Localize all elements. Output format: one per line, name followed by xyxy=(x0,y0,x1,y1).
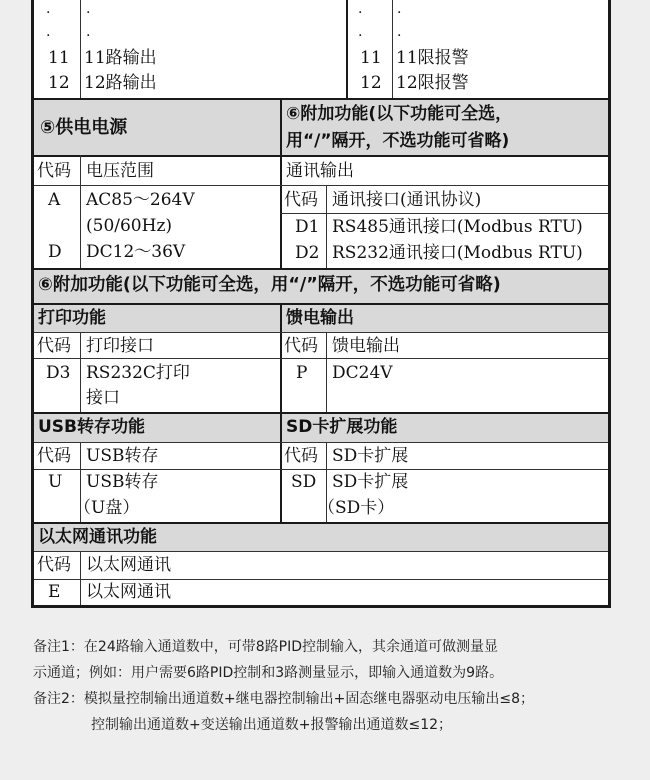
mid-divider xyxy=(280,98,282,268)
rule xyxy=(34,155,608,157)
rule xyxy=(34,332,608,333)
feed-col-code: 代码 xyxy=(284,336,318,356)
note2-line2: 控制输出通道数+变送输出通道数+报警输出通道数≤12； xyxy=(91,717,453,733)
comm-code-d2: D2 xyxy=(295,243,320,263)
ethernet-col-desc: 以太网通讯 xyxy=(86,555,171,575)
usb-col-desc: USB转存 xyxy=(86,446,159,466)
rule xyxy=(280,213,608,214)
rule xyxy=(34,522,608,524)
usb-code: U xyxy=(48,472,63,492)
feed-col-line xyxy=(326,332,327,412)
comm-code-d1: D1 xyxy=(295,217,320,237)
rule xyxy=(280,185,608,186)
comm-desc-d1: RS485通讯接口(Modbus RTU) xyxy=(332,217,583,237)
rule xyxy=(34,469,608,470)
ethernet-code: E xyxy=(48,582,61,602)
top-right-code-1: . xyxy=(358,1,363,17)
rule xyxy=(34,412,608,414)
top-right-desc-2: . xyxy=(397,24,402,40)
note1-line1: 备注1：在24路输入通道数中，可带8路PID控制输入，其余通道可做测量显 xyxy=(33,639,498,655)
power-range-a-line2: (50/60Hz) xyxy=(86,216,173,236)
feed-desc: DC24V xyxy=(332,363,393,383)
power-col-code: 代码 xyxy=(37,161,71,181)
top-left-code-1: . xyxy=(46,1,51,17)
addon-top-title-line2: 用“/”隔开，不选功能可省略) xyxy=(286,131,510,151)
comm-col-line xyxy=(326,185,327,268)
rule xyxy=(34,579,608,580)
sd-desc-line1: SD卡扩展 xyxy=(332,472,409,492)
power-code-a: A xyxy=(48,190,61,210)
rule xyxy=(34,185,280,186)
top-left-code-2: . xyxy=(46,24,51,40)
print-col-code: 代码 xyxy=(37,336,71,356)
top-divider xyxy=(346,0,348,98)
power-col-range: 电压范围 xyxy=(86,161,154,181)
ethernet-desc: 以太网通讯 xyxy=(86,582,171,602)
print-col-desc: 打印接口 xyxy=(86,336,154,356)
top-left-code-4: 12 xyxy=(48,73,70,93)
rule xyxy=(34,442,608,443)
top-right-desc-3: 11限报警 xyxy=(396,48,469,68)
power-col-line xyxy=(80,155,81,268)
sd-col-code: 代码 xyxy=(284,446,318,466)
lower-divider-2 xyxy=(280,412,282,522)
comm-desc-d2: RS232通讯接口(Modbus RTU) xyxy=(332,243,583,263)
usb-col-code: 代码 xyxy=(37,446,71,466)
print-code: D3 xyxy=(46,363,71,383)
top-right-code-2: . xyxy=(358,24,363,40)
top-right-col-line xyxy=(392,0,393,98)
ethernet-col-line xyxy=(80,551,81,605)
top-right-code-3: 11 xyxy=(360,48,382,68)
power-code-d: D xyxy=(48,242,62,262)
power-range-d-line1: DC12～36V xyxy=(86,242,186,262)
addon-top-title-line1: ⑥附加功能(以下功能可全选， xyxy=(286,104,513,124)
print-col-line xyxy=(80,332,81,412)
sd-col-desc: SD卡扩展 xyxy=(332,446,409,466)
top-left-desc-4: 12路输出 xyxy=(84,73,157,93)
comm-title: 通讯输出 xyxy=(286,161,354,181)
top-left-desc-2: . xyxy=(86,24,91,40)
feed-code: P xyxy=(296,363,308,383)
feed-title: 馈电输出 xyxy=(286,308,354,328)
print-desc-line1: RS232C打印 xyxy=(86,363,190,383)
comm-col-iface: 通讯接口(通讯协议) xyxy=(332,190,482,210)
ethernet-title: 以太网通讯功能 xyxy=(38,527,157,547)
print-desc-line2: 接口 xyxy=(86,388,120,408)
top-left-code-3: 11 xyxy=(48,48,70,68)
rule xyxy=(34,303,608,305)
note2-line1: 备注2：模拟量控制输出通道数+继电器控制输出+固态继电器驱动电压输出≤8； xyxy=(33,691,535,707)
feed-col-desc: 馈电输出 xyxy=(332,336,400,356)
top-right-desc-1: . xyxy=(397,1,402,17)
sd-desc-line2: （SD卡） xyxy=(318,498,395,518)
power-range-a-line1: AC85～264V xyxy=(86,190,195,210)
spec-table xyxy=(31,0,611,608)
usb-title: USB转存功能 xyxy=(38,417,146,437)
power-title: ⑤供电电源 xyxy=(40,117,128,138)
rule xyxy=(34,551,608,552)
comm-col-code: 代码 xyxy=(284,190,318,210)
sd-title: SD卡扩展功能 xyxy=(286,417,398,437)
print-title: 打印功能 xyxy=(38,308,106,328)
usb-desc-line2: （U盘） xyxy=(74,498,140,518)
top-left-desc-3: 11路输出 xyxy=(84,48,157,68)
addon-title: ⑥附加功能(以下功能可全选，用“/”隔开，不选功能可省略) xyxy=(38,275,501,295)
rule xyxy=(34,98,608,100)
ethernet-col-code: 代码 xyxy=(37,555,71,575)
sd-code: SD xyxy=(291,472,317,492)
note1-line2: 示通道；例如：用户需要6路PID控制和3路测量显示，即输入通道数为9路。 xyxy=(33,665,504,681)
rule xyxy=(34,268,608,270)
top-right-desc-4: 12限报警 xyxy=(396,73,469,93)
top-left-desc-1: . xyxy=(86,1,91,17)
top-right-code-4: 12 xyxy=(360,73,382,93)
rule xyxy=(34,358,608,359)
usb-desc-line1: USB转存 xyxy=(86,472,159,492)
top-left-col-line xyxy=(80,0,81,98)
